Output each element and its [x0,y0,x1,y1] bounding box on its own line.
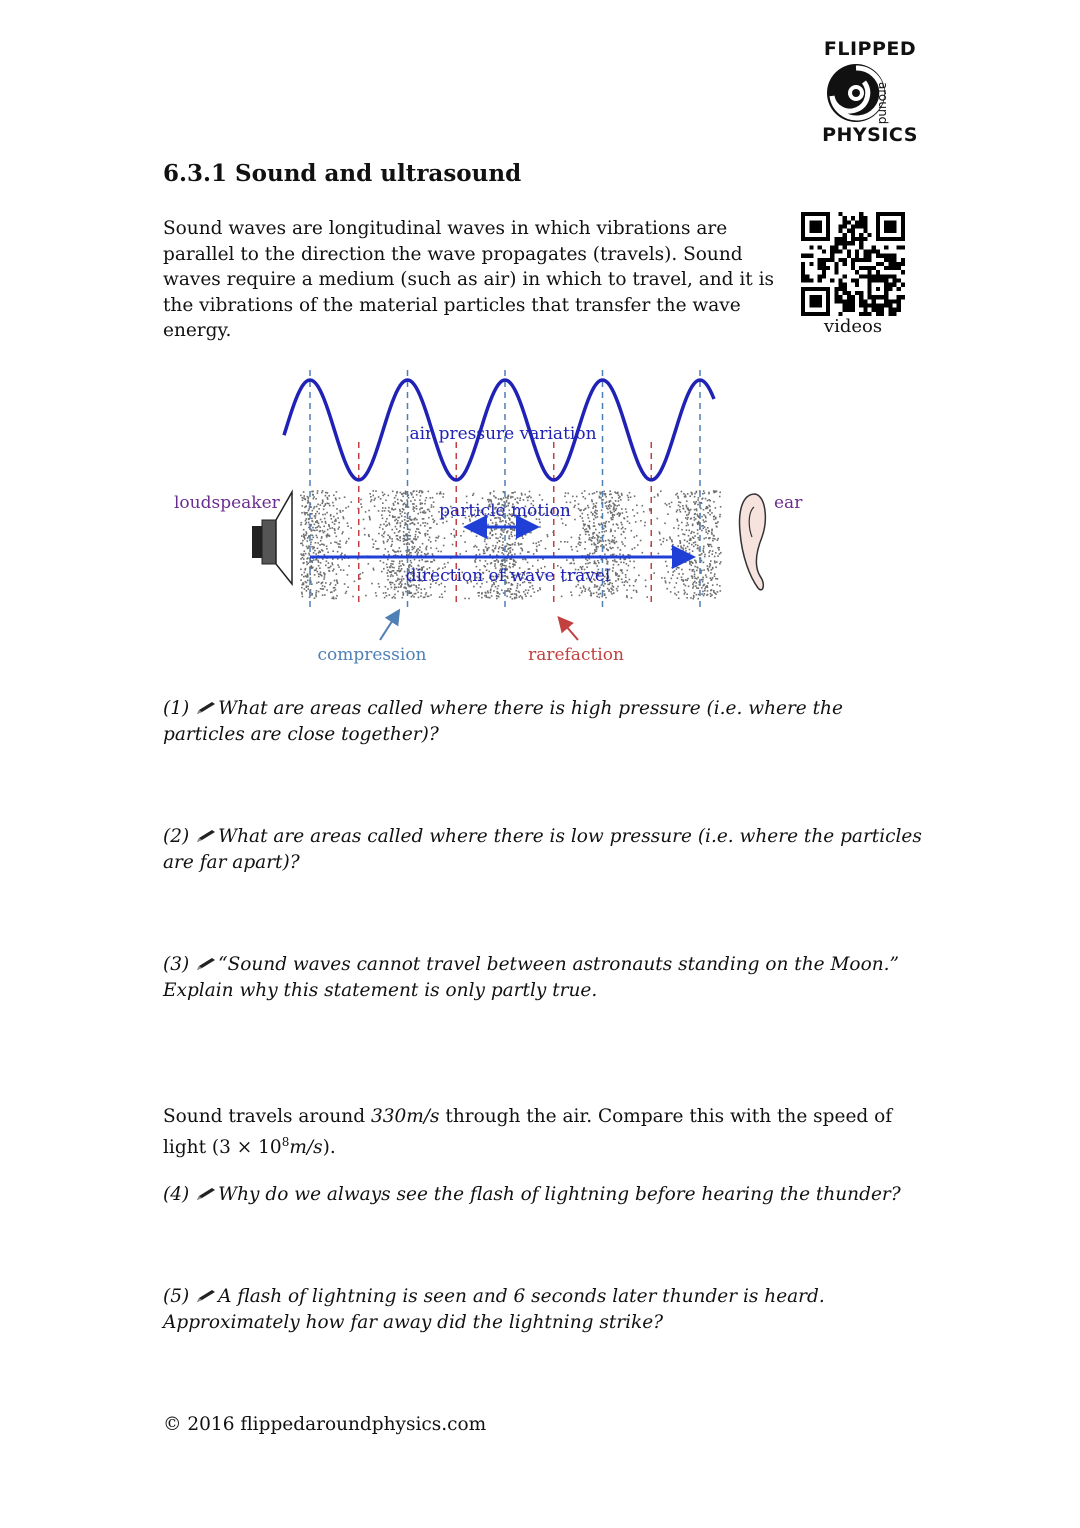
loudspeaker-label: loudspeaker [174,493,280,513]
flipped-around-physics-logo [822,38,918,146]
wave-travel-label: direction of wave travel [405,566,611,586]
pencil-icon [195,1288,217,1304]
question-text: What are areas called where there is high pressure (i.e. where the particles are close together)? [163,698,843,745]
sound-speed-value: 330m/s [370,1106,440,1127]
particle-motion-label: particle motion [439,501,571,521]
compression-pointer [380,612,398,640]
question-text: What are areas called where there is low pressure (i.e. where the particles are far apart)? [163,826,922,873]
pencil-icon [195,1186,217,1202]
question-number: (5) [163,1286,190,1307]
compression-label: compression [317,645,427,665]
question-number: (3) [163,954,190,975]
question-text: A flash of lightning is seen and 6 seconds later thunder is heard. Approximately how far away did the lightning strike? [163,1286,825,1333]
rarefaction-pointer [560,619,578,640]
ear-label: ear [774,493,803,513]
ear-icon [740,494,766,590]
question-text: Why do we always see the flash of lightning before hearing the thunder? [218,1184,901,1205]
light-speed-unit: m/s [289,1136,323,1158]
question-3 [163,952,923,1003]
qr-code-icon[interactable] [801,212,905,316]
light-speed-coefficient: 3 × 10 [219,1136,282,1158]
speed-paragraph [163,1104,923,1160]
pencil-icon [195,956,217,972]
question-number: (4) [163,1184,190,1205]
question-4 [163,1182,923,1208]
question-text: “Sound waves cannot travel between astronauts standing on the Moon.” Explain why this statement is only partly true. [163,954,899,1001]
logo-text-flipped: FLIPPED [823,38,917,60]
air-pressure-label: air pressure variation [409,424,597,444]
pencil-icon [195,828,217,844]
question-number: (2) [163,826,190,847]
speed-text-1: Sound travels around [163,1106,371,1127]
logo-text-around: around [876,82,890,125]
intro-paragraph: Sound waves are longitudinal waves in which vibrations are parallel to the direction the wave propagates (travels). Sound waves require a medium (such as air) in which to travel, and it is the vibrations of the material particles that transfer the wave energy. [163,218,775,341]
section-title: 6.3.1 Sound and ultrasound [163,160,522,187]
question-1 [163,696,923,747]
question-number: (1) [163,698,190,719]
rarefaction-label: rarefaction [528,645,624,665]
question-5 [163,1284,923,1335]
light-speed-exponent: 8 [281,1134,290,1149]
logo-text-physics: PHYSICS [822,124,918,146]
speed-text-2: through the air. Compare this with the speed of light ( [163,1106,893,1158]
pencil-icon [195,700,217,716]
qr-caption: videos [823,316,883,337]
question-2 [163,824,923,875]
sound-wave-diagram [160,362,820,672]
footer-copyright: © 2016 flippedaroundphysics.com [163,1414,487,1435]
speed-text-3: ). [322,1136,336,1158]
